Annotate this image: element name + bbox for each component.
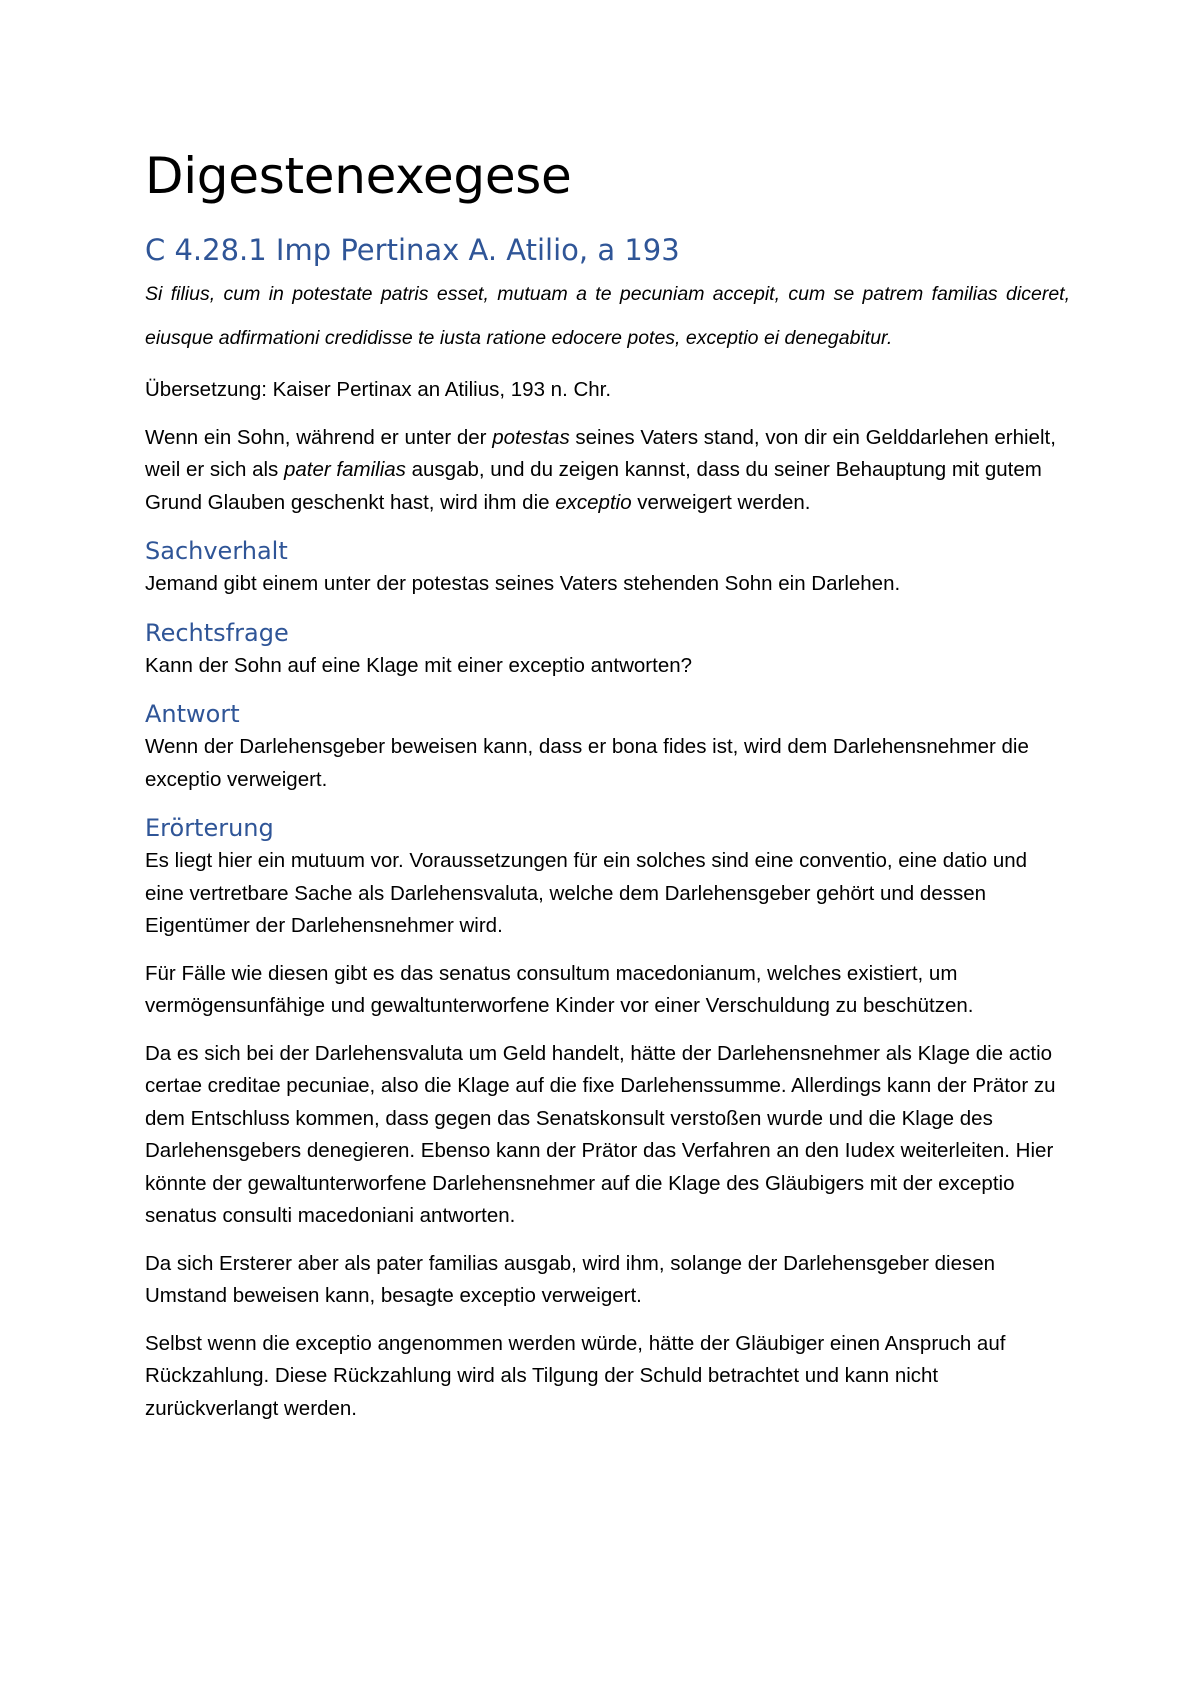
source-citation-heading: C 4.28.1 Imp Pertinax A. Atilio, a 193 bbox=[145, 233, 680, 267]
latin-source-text: Si filius, cum in potestate patris esset, mutuam a te pecuniam accepit, cum se patrem familias diceret, eiusque adfirmationi credidisse te iusta ratione edocere potes, exceptio ei denegabitur. bbox=[145, 283, 1070, 349]
translation-text-1: Wenn ein Sohn, während er unter der bbox=[145, 425, 493, 449]
section-heading-sachverhalt: Sachverhalt bbox=[145, 537, 288, 565]
translation-text-3: ausgab, und du zeigen kannst, dass du seiner Behauptung mit gutem Grund Glauben geschenkt hast, wird ihm die bbox=[145, 458, 1042, 514]
section-heading-antwort: Antwort bbox=[145, 700, 240, 728]
eroerterung-paragraph-1: Es liegt hier ein mutuum vor. Voraussetzungen für ein solches sind eine conventio, eine datio und eine vertretbare Sache als Darlehensvaluta, welche dem Darlehensgeber gehört und dessen Eigentümer der Darlehensnehmer wird. bbox=[145, 849, 1028, 937]
translation-heading: Übersetzung: Kaiser Pertinax an Atilius, 193 n. Chr. bbox=[145, 378, 612, 401]
document-title: Digestenexegese bbox=[145, 147, 572, 205]
section-text-sachverhalt: Jemand gibt einem unter der potestas seines Vaters stehenden Sohn ein Darlehen. bbox=[145, 572, 901, 595]
eroerterung-paragraph-4: Da sich Ersterer aber als pater familias ausgab, wird ihm, solange der Darlehensgeber diesen Umstand beweisen kann, besagte exceptio verweigert. bbox=[145, 1251, 996, 1307]
translation-term-pater-familias: pater familias bbox=[284, 458, 406, 481]
section-heading-rechtsfrage: Rechtsfrage bbox=[145, 618, 289, 647]
eroerterung-paragraph-2: Für Fälle wie diesen gibt es das senatus consultum macedonianum, welches existiert, um vermögensunfähige und gewaltunterworfene Kinder vor einer Verschuldung zu beschützen. bbox=[145, 961, 974, 1017]
eroerterung-paragraph-5: Selbst wenn die exceptio angenommen werden würde, hätte der Gläubiger einen Anspruch auf Rückzahlung. Diese Rückzahlung wird als Tilgung der Schuld betrachtet und kann nicht zurückverlangt werden. bbox=[145, 1331, 1006, 1420]
section-text-antwort: Wenn der Darlehensgeber beweisen kann, dass er bona fides ist, wird dem Darlehensnehmer die exceptio verweigert. bbox=[145, 735, 1029, 791]
translation-text-2: seines Vaters stand, von dir ein Gelddarlehen erhielt, weil er sich als bbox=[145, 425, 1056, 481]
translation-text-4: verweigert werden. bbox=[631, 490, 811, 514]
translation-term-exceptio: exceptio bbox=[555, 490, 632, 514]
translation-term-potestas: potestas bbox=[492, 425, 570, 449]
section-text-rechtsfrage: Kann der Sohn auf eine Klage mit einer exceptio antworten? bbox=[145, 653, 693, 677]
eroerterung-paragraph-3: Da es sich bei der Darlehensvaluta um Geld handelt, hätte der Darlehensnehmer als Klage die actio certae creditae pecuniae, also die Klage auf die fixe Darlehenssumme. Allerdings kann der Prätor zu dem Entschluss kommen, dass gegen das Senatskonsult verstoßen wurde und die Klage des Darlehensgebers denegieren. Ebenso kann der Prätor das Verfahren an den Iudex weiterleiten. Hier könnte der gewaltunterworfene Darlehensnehmer auf die Klage des Gläubigers mit der exceptio senatus consulti macedoniani antworten. bbox=[145, 1041, 1056, 1227]
section-heading-eroerterung: Erörterung bbox=[145, 814, 274, 842]
translation-paragraph bbox=[145, 422, 1070, 520]
